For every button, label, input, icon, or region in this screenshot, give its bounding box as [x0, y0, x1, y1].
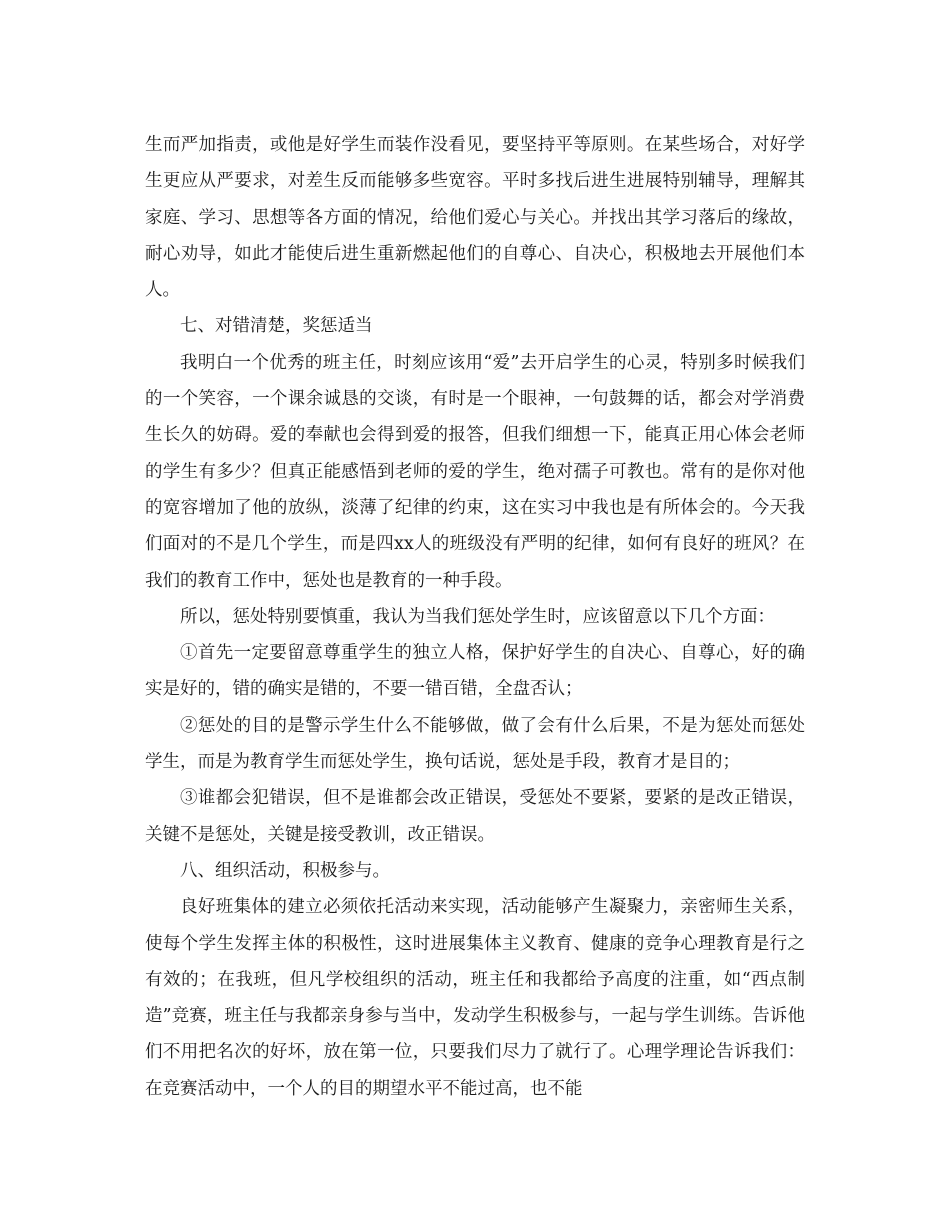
list-item-3: ③谁都会犯错误，但不是谁都会改正错误，受惩处不要紧，要紧的是改正错误，关键不是惩处，关键是接受教训，改正错误。	[145, 788, 805, 845]
paragraph-3: 所以，惩处特别要慎重，我认为当我们惩处学生时，应该留意以下几个方面：	[180, 606, 775, 627]
paragraph-2: 我明白一个优秀的班主任，时刻应该用“爱”去开启学生的心灵，特别多时候我们的一个笑容，一个课余诚恳的交谈，有时是一个眼神，一句鼓舞的话，都会对学消费生长久的妨碍。爱的奉献也会得到爱的报答，但我们细想一下，能真正用心体会老师的学生有多少？但真正能感悟到老师的爱的学生，绝对孺子可教也。常有的是你对他的宽容增加了他的放纵，淡薄了纪律的约束，这在实习中我也是有所体会的。今天我们面对的不是几个学生，而是四xx人的班级没有严明的纪律，如何有良好的班风？在我们的教育工作中，惩处也是教育的一种手段。	[145, 352, 805, 591]
paragraph-4: 良好班集体的建立必须依托活动来实现，活动能够产生凝聚力，亲密师生关系，使每个学生发挥主体的积极性，这时进展集体主义教育、健康的竞争心理教育是行之有效的；在我班，但凡学校组织的活动，班主任和我都给予高度的注重，如“西点制造”竞赛，班主任与我都亲身参与当中，发动学生积极参与，一起与学生训练。告诉他们不用把名次的好坏，放在第一位，只要我们尽力了就行了。心理学理论告诉我们：在竞赛活动中，一个人的目的期望水平不能过高，也不能	[145, 897, 805, 1099]
section-heading-7: 七、对错清楚，奖惩适当	[180, 316, 373, 337]
section-heading-8: 八、组织活动，积极参与。	[180, 860, 390, 881]
list-item-2: ②惩处的目的是警示学生什么不能够做，做了会有什么后果，不是为惩处而惩处学生，而是为教育学生而惩处学生，换句话说，惩处是手段，教育才是目的；	[145, 715, 805, 773]
paragraph-1: 生而严加指责，或他是好学生而装作没看见，要坚持平等原则。在某些场合，对好学生更应从严要求，对差生反而能够多些宽容。平时多找后进生进展特别辅导，理解其家庭、学习、思想等各方面的情况，给他们爱心与关心。并找出其学习落后的缘故，耐心劝导，如此才能使后进生重新燃起他们的自尊心、自决心，积极地去开展他们本人。	[145, 135, 805, 301]
list-item-1: ①首先一定要留意尊重学生的独立人格，保护好学生的自决心、自尊心，好的确实是好的，错的确实是错的，不要一错百错，全盘否认；	[145, 643, 805, 700]
document-body	[145, 127, 805, 1107]
